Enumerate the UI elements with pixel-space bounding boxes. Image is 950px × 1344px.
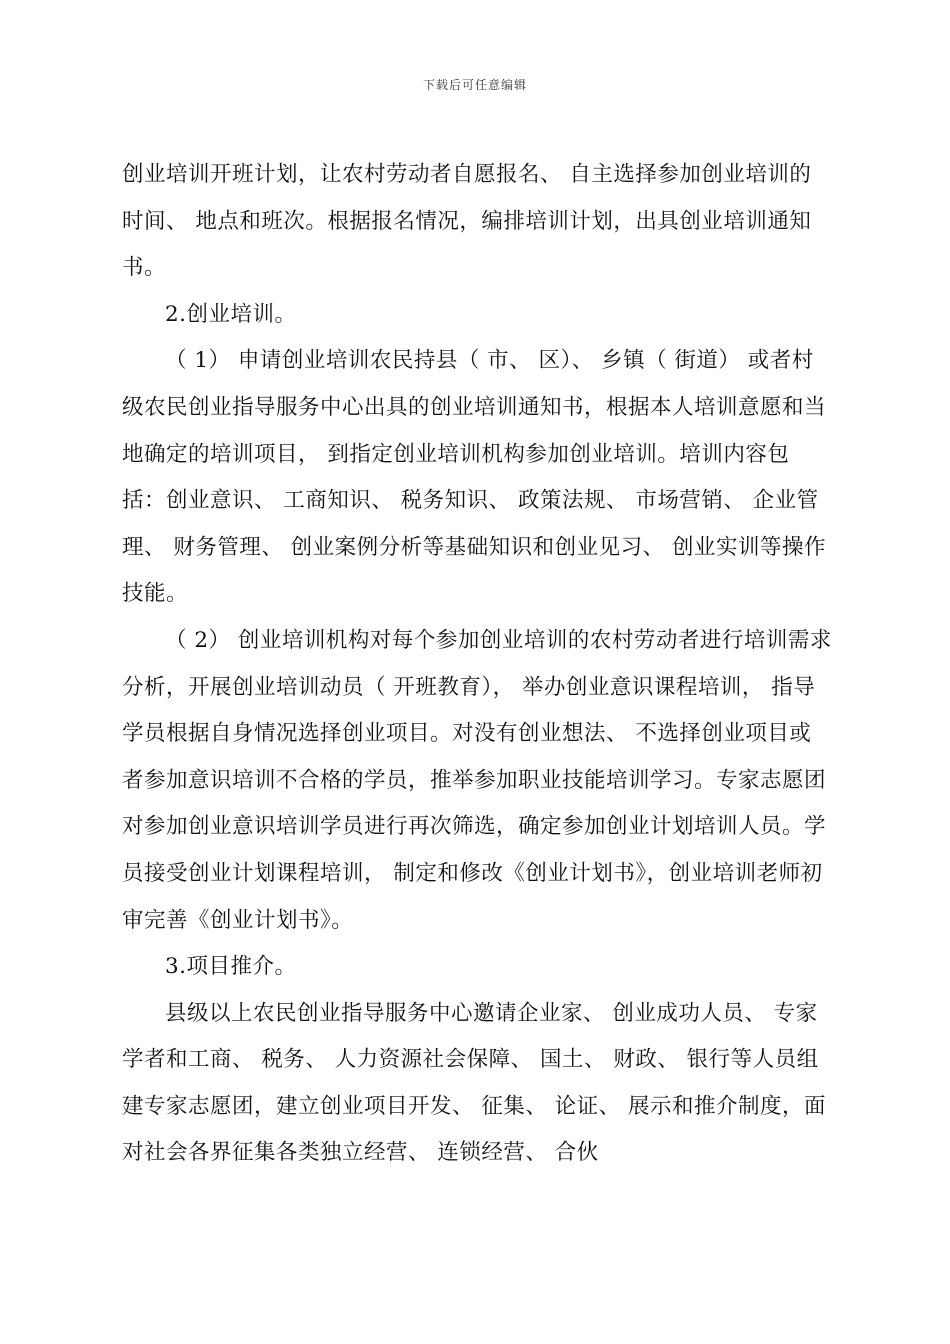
section-heading: 2.创业培训。	[165, 301, 297, 327]
page-header: 下载后可任意编辑	[422, 78, 527, 92]
paragraph: 县级以上农民创业指导服务中心邀请企业家、 创业成功人员、 专家学者和工商、 税务、 人力资源社会保障、 国土、 财政、 银行等人员组建专家志愿团，建立创业项目开发、 征集、 论证、 展示和推介制度，面对社会各界征集各类独立经营、 连锁经营、 合伙	[122, 1000, 827, 1166]
paragraph: （ 2） 创业培训机构对每个参加创业培训的农村劳动者进行培训需求分析，开展创业培训动员（ 开班教育）， 举办创业意识课程培训， 指导学员根据自身情况选择创业项目。对没有创业想法、 不选择创业项目或者参加意识培训不合格的学员，推举参加职业技能培训学习。专家志愿团对参加创业意识培训学员进行再次筛选，确定参加创业计划培训人员。学员接受创业计划课程培训， 制定和修改《创业计划书》，创业培训老师初审完善《创业计划书》。	[122, 627, 832, 933]
paragraph: （ 1） 申请创业培训农民持县（ 市、 区）、 乡镇（ 街道） 或者村级农民创业指导服务中心出具的创业培训通知书，根据本人培训意愿和当地确定的培训项目， 到指定创业培训机构参加创业培训。培训内容包括：创业意识、 工商知识、 税务知识、 政策法规、 市场营销、 企业管理、 财务管理、 创业案例分析等基础知识和创业见习、 创业实训等操作技能。	[122, 348, 827, 607]
section-heading: 3.项目推介。	[165, 954, 297, 980]
paragraph: 创业培训开班计划，让农村劳动者自愿报名、 自主选择参加创业培训的时间、 地点和班次。根据报名情况，编排培训计划，出具创业培训通知书。	[122, 162, 812, 281]
document-body	[122, 152, 832, 1177]
